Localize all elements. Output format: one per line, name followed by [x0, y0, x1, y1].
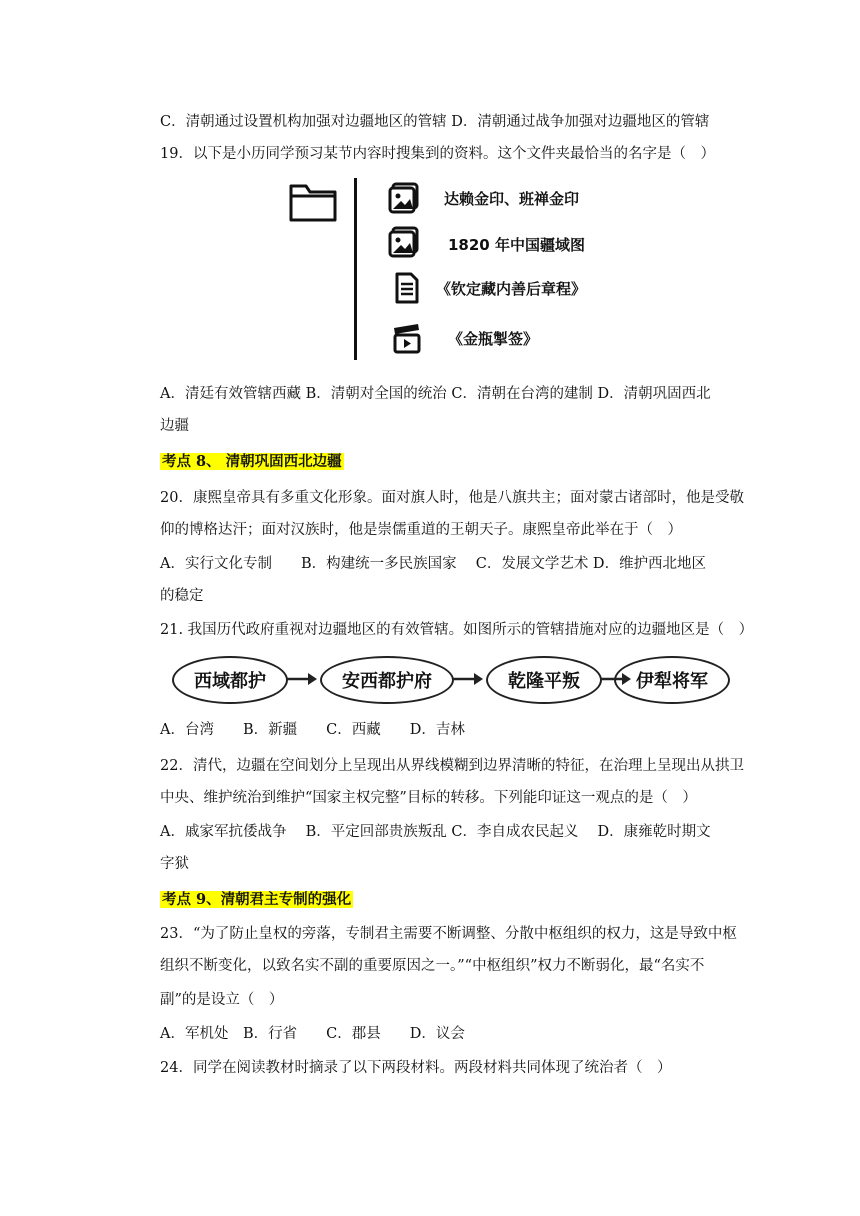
- folder-item-label: 达赖金印、班禅金印: [444, 190, 580, 208]
- folder-item-label: 《钦定藏内善后章程》: [436, 280, 587, 298]
- question-22-options-cont: 字狱: [160, 856, 189, 872]
- question-20-options-cont: 的稳定: [160, 588, 204, 604]
- question-19-options: A．清廷有效管辖西藏 B．清朝对全国的统治 C．清朝在台湾的建制 D．清朝巩固西北: [160, 386, 711, 402]
- question-20-options: A．实行文化专制 B．构建统一多民族国家 C．发展文学艺术 D．维护西北地区: [160, 556, 707, 572]
- folder-item-label: 1820 年中国疆域图: [448, 236, 585, 254]
- video-icon: [392, 322, 422, 354]
- question-23-cont: 组织不断变化，以致名实不副的重要原因之一。”“中枢组织”权力不断弱化，最“名实不: [160, 958, 705, 974]
- flow-step: 安西都护府: [320, 656, 454, 704]
- question-21: 21. 我国历代政府重视对边疆地区的有效管辖。如图所示的管辖措施对应的边疆地区是（ ）: [160, 622, 754, 638]
- flow-step: 伊犁将军: [614, 656, 730, 704]
- image-icon: [388, 226, 420, 258]
- question-24: 24．同学在阅读教材时摘录了以下两段材料。两段材料共同体现了统治者（ ）: [160, 1060, 672, 1076]
- question-22: 22．清代，边疆在空间划分上呈现出从界线模糊到边界清晰的特征，在治理上呈现出从拱卫: [160, 758, 744, 774]
- question-21-options: A．台湾 B．新疆 C．西藏 D．吉林: [160, 722, 465, 738]
- image-icon: [388, 182, 420, 214]
- question-19: 19．以下是小历同学预习某节内容时搜集到的资料。这个文件夹最恰当的名字是（ ）: [160, 146, 715, 162]
- topic-heading-8: 考点 8、 清朝巩固西北边疆: [162, 453, 342, 470]
- question-19-options-cont: 边疆: [160, 418, 189, 434]
- arrow-right-icon: [452, 670, 484, 688]
- flow-step: 乾隆平叛: [486, 656, 602, 704]
- question-23-options: A．军机处 B．行省 C．郡县 D．议会: [160, 1026, 465, 1042]
- arrow-right-icon: [286, 670, 318, 688]
- document-icon: [394, 272, 420, 304]
- question-22-options: A．戚家军抗倭战争 B．平定回部贵族叛乱 C．李自成农民起义 D．康雍乾时期文: [160, 824, 711, 840]
- divider-line: [354, 178, 357, 360]
- question-23: 23．“为了防止皇权的旁落，专制君主需要不断调整、分散中枢组织的权力，这是导致中枢: [160, 926, 737, 942]
- question-20: 20．康熙皇帝具有多重文化形象。面对旗人时，他是八旗共主；面对蒙古诸部时，他是受敬: [160, 490, 744, 506]
- topic-heading-9: 考点 9、清朝君主专制的强化: [162, 891, 352, 908]
- flow-diagram: [172, 656, 730, 704]
- question-23-cont2: 副”的是设立（ ）: [160, 992, 284, 1008]
- folder-icon: [288, 180, 338, 224]
- option-line-c-d: C．清朝通过设置机构加强对边疆地区的管辖 D．清朝通过战争加强对边疆地区的管辖: [160, 114, 710, 130]
- question-20-cont: 仰的博格达汗；面对汉族时，他是崇儒重道的王朝天子。康熙皇帝此举在于（ ）: [160, 522, 682, 538]
- flow-step: 西域都护: [172, 656, 288, 704]
- folder-figure: [288, 178, 618, 360]
- question-22-cont: 中央、维护统治到维护“国家主权完整”目标的转移。下列能印证这一观点的是（ ）: [160, 790, 697, 806]
- folder-item-label: 《金瓶掣签》: [448, 330, 539, 348]
